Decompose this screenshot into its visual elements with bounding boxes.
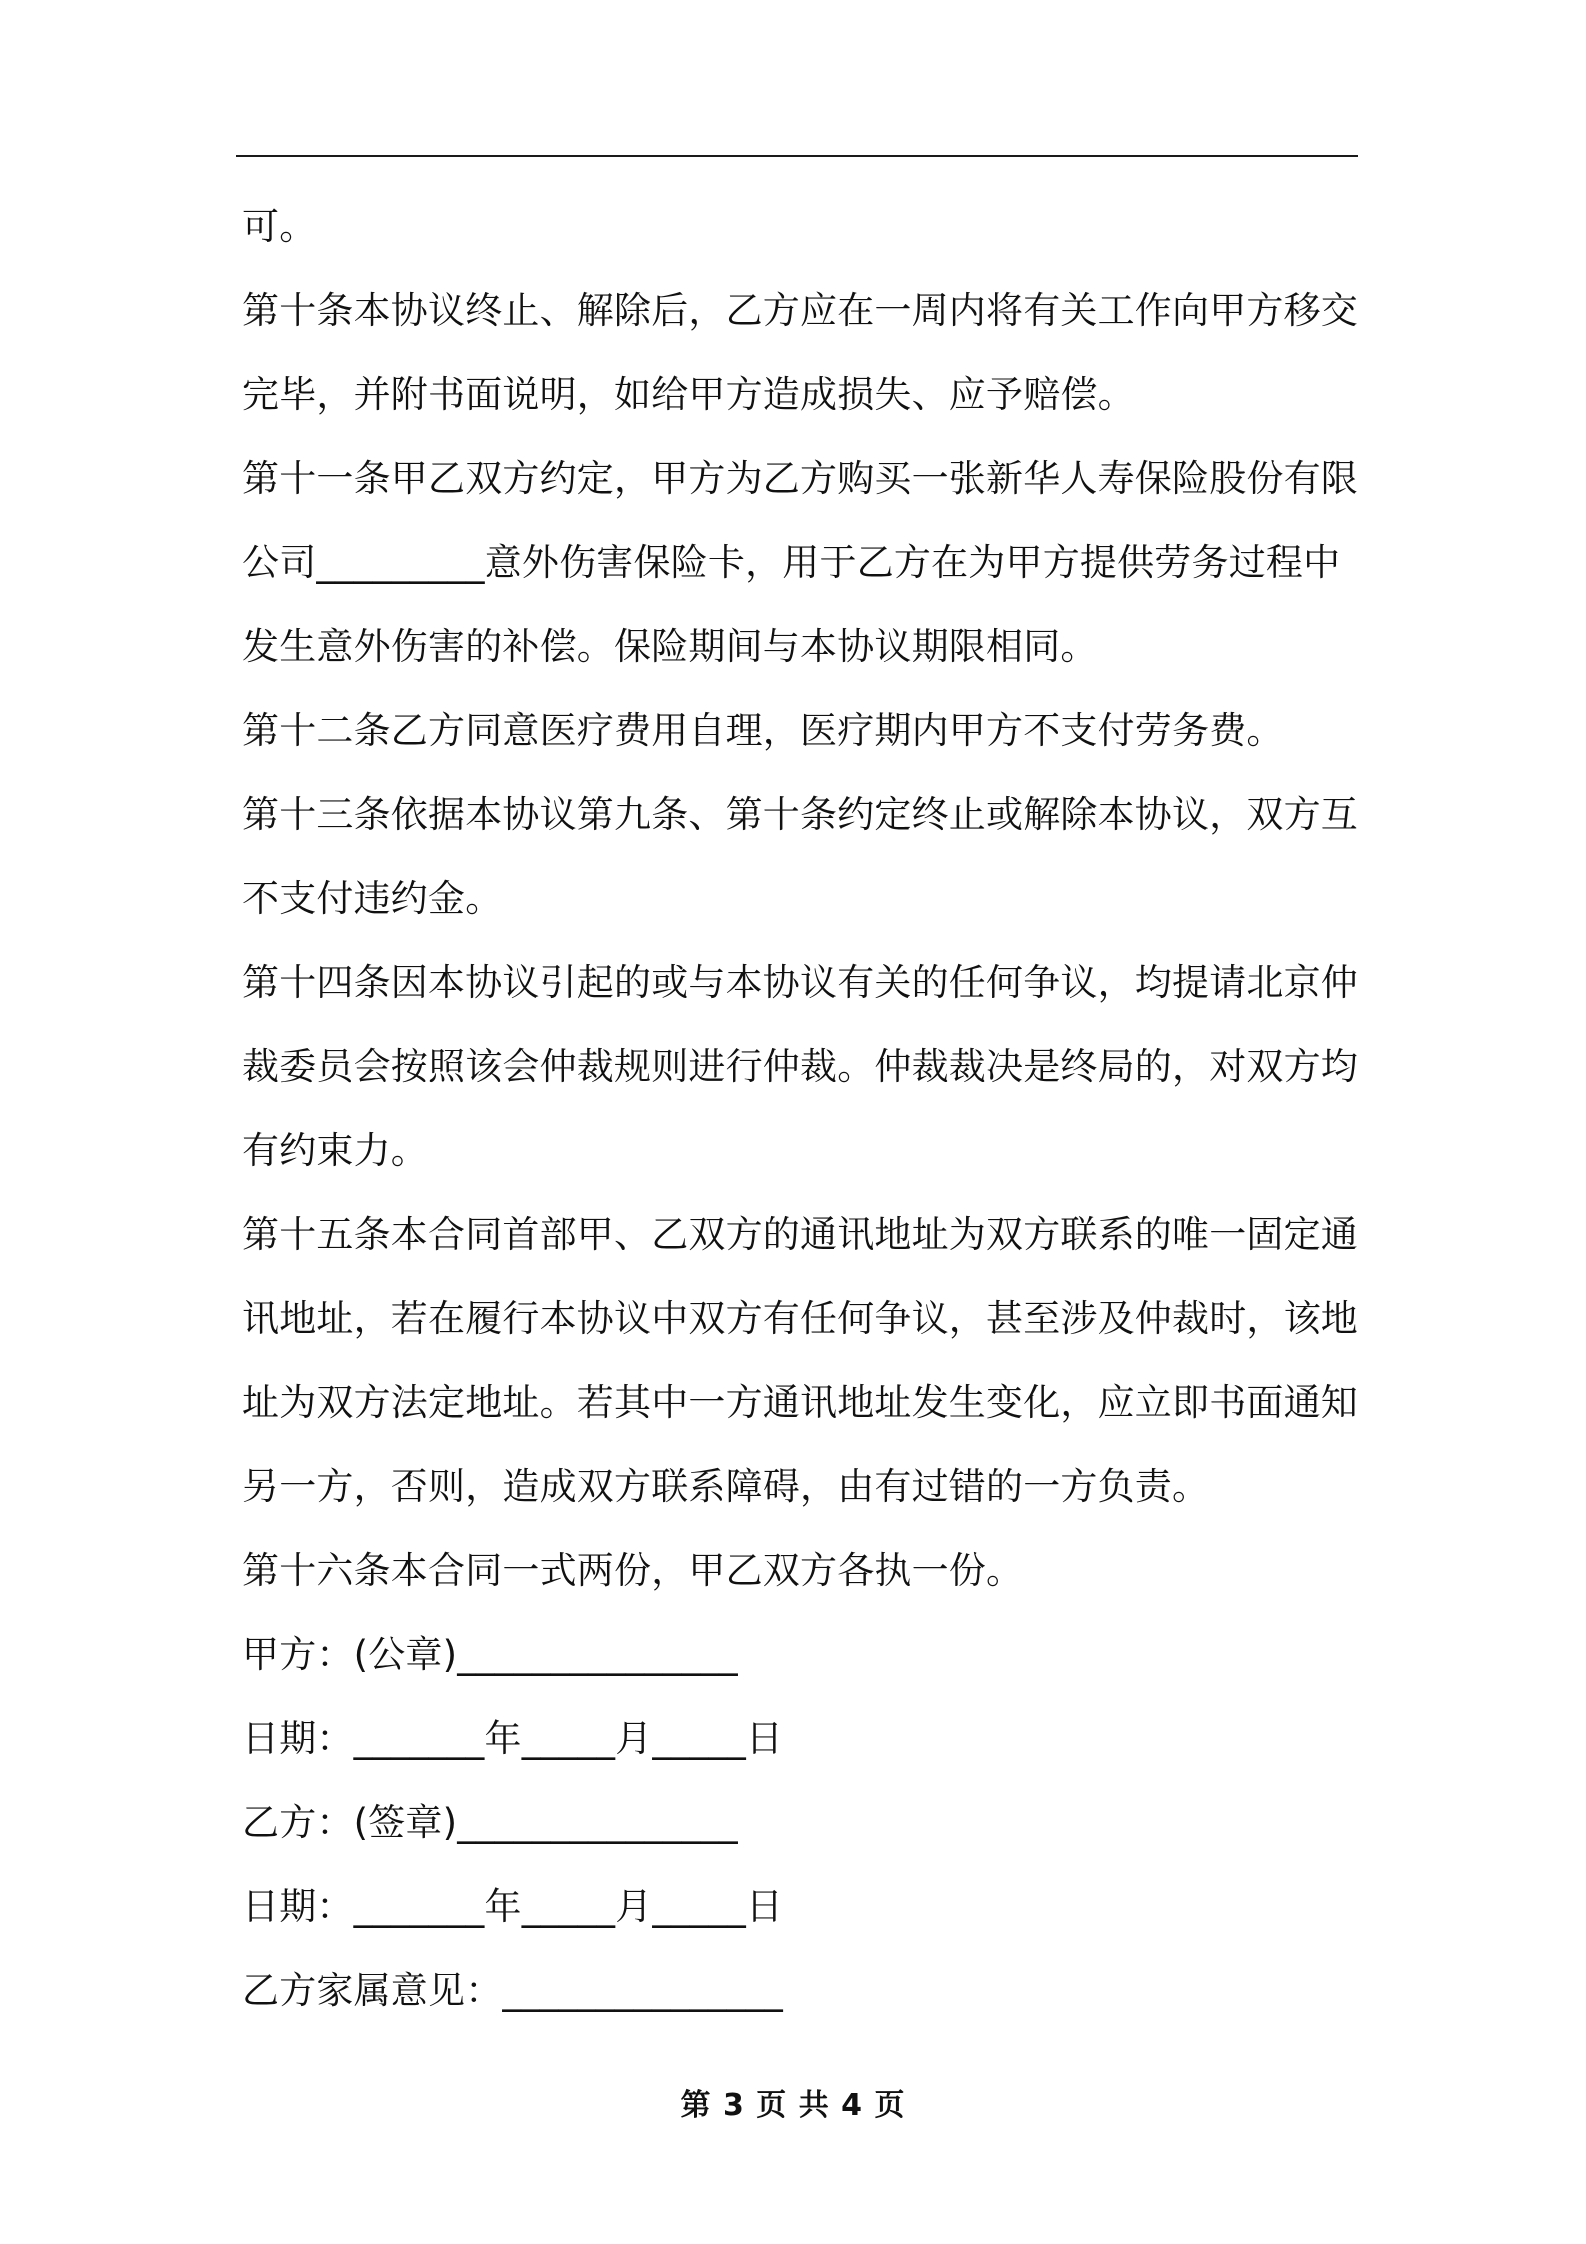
article-15-line-2: 讯地址，若在履行本协议中双方有任何争议，甚至涉及仲裁时，该地 [242, 1297, 1358, 1340]
party-b-signature-line: 乙方：(签章)_______________ [242, 1801, 738, 1844]
article-16-line-1: 第十六条本合同一式两份，甲乙双方各执一份。 [242, 1549, 1024, 1592]
article-15-line-4: 另一方，否则，造成双方联系障碍，由有过错的一方负责。 [242, 1465, 1210, 1508]
text-line: 可。 [242, 205, 317, 248]
article-15-line-3: 址为双方法定地址。若其中一方通讯地址发生变化，应立即书面通知 [242, 1381, 1358, 1424]
article-10-line-2: 完毕，并附书面说明，如给甲方造成损失、应予赔偿。 [242, 373, 1135, 416]
family-opinion-line: 乙方家属意见：_______________ [242, 1969, 783, 2012]
party-b-date-line: 日期：_______年_____月_____日 [242, 1885, 784, 1928]
party-a-signature-line: 甲方：(公章)_______________ [242, 1633, 738, 1676]
article-14-line-3: 有约束力。 [242, 1129, 428, 1172]
article-15-line-1: 第十五条本合同首部甲、乙双方的通讯地址为双方联系的唯一固定通 [242, 1213, 1358, 1256]
article-14-line-1: 第十四条因本协议引起的或与本协议有关的任何争议，均提请北京仲 [242, 961, 1358, 1004]
page-number-footer: 第 3 页 共 4 页 [680, 2088, 906, 2123]
article-12-line-1: 第十二条乙方同意医疗费用自理，医疗期内甲方不支付劳务费。 [242, 709, 1284, 752]
header-rule [236, 155, 1358, 157]
article-10-line-1: 第十条本协议终止、解除后，乙方应在一周内将有关工作向甲方移交 [242, 289, 1358, 332]
article-11-line-1: 第十一条甲乙双方约定，甲方为乙方购买一张新华人寿保险股份有限 [242, 457, 1358, 500]
article-14-line-2: 裁委员会按照该会仲裁规则进行仲裁。仲裁裁决是终局的，对双方均 [242, 1045, 1358, 1088]
party-a-date-line: 日期：_______年_____月_____日 [242, 1717, 784, 1760]
article-11-line-2: 公司_________意外伤害保险卡，用于乙方在为甲方提供劳务过程中 [242, 541, 1341, 584]
article-13-line-1: 第十三条依据本协议第九条、第十条约定终止或解除本协议，双方互 [242, 793, 1358, 836]
document-body [242, 185, 1358, 2033]
article-11-line-3: 发生意外伤害的补偿。保险期间与本协议期限相同。 [242, 625, 1098, 668]
article-13-line-2: 不支付违约金。 [242, 877, 503, 920]
